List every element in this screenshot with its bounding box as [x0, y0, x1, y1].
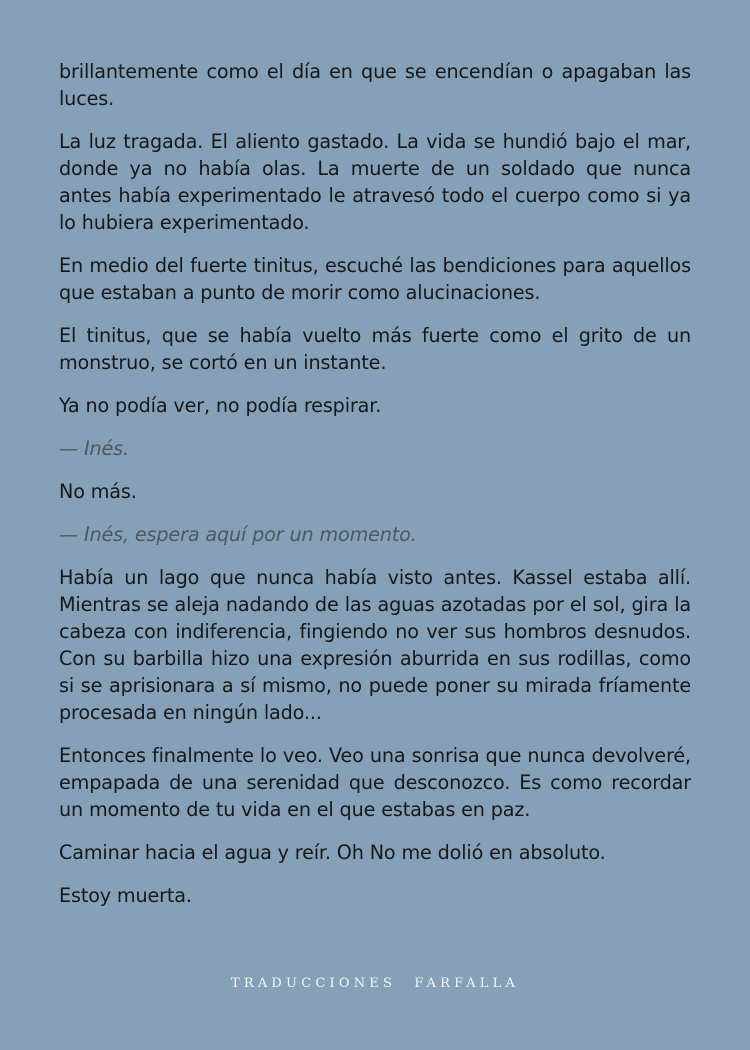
paragraph-6: No más.: [59, 480, 137, 503]
paragraph-10: Estoy muerta.: [59, 884, 192, 907]
paragraph-8: Entonces finalmente lo veo. Veo una sonrisa que nunca devolveré, empapada de una serenidad que desconozco. Es como recordar un momento de tu vida en el que estabas en paz.: [59, 744, 691, 821]
paragraph-9: Caminar hacia el agua y reír. Oh No me dolió en absoluto.: [59, 841, 606, 864]
paragraph-4: El tinitus, que se había vuelto más fuerte como el grito de un monstruo, se cortó en un instante.: [59, 324, 691, 374]
paragraph-7: Había un lago que nunca había visto antes. Kassel estaba allí. Mientras se aleja nadando de las aguas azotadas por el sol, gira la cabeza con indiferencia, fingiendo no ver sus hombros desnudos. Con su barbilla hizo una expresión aburrida en sus rodillas, como si se aprisionara a sí mismo, no puede poner su mirada fríamente procesada en ningún lado...: [59, 566, 691, 724]
footer-credit: TRADUCCIONES FARFALLA: [230, 976, 519, 991]
dialogue-line-1: — Inés.: [59, 437, 129, 460]
dialogue-line-2: — Inés, espera aquí por un momento.: [59, 523, 417, 546]
document-body: [59, 58, 691, 925]
paragraph-2: La luz tragada. El aliento gastado. La vida se hundió bajo el mar, donde ya no había olas. La muerte de un soldado que nunca antes había experimentado le atravesó todo el cuerpo como si ya lo hubiera experimentado.: [59, 130, 691, 234]
paragraph-3: En medio del fuerte tinitus, escuché las bendiciones para aquellos que estaban a punto de morir como alucinaciones.: [59, 254, 691, 304]
paragraph-1: brillantemente como el día en que se encendían o apagaban las luces.: [59, 60, 691, 110]
paragraph-5: Ya no podía ver, no podía respirar.: [59, 394, 382, 417]
